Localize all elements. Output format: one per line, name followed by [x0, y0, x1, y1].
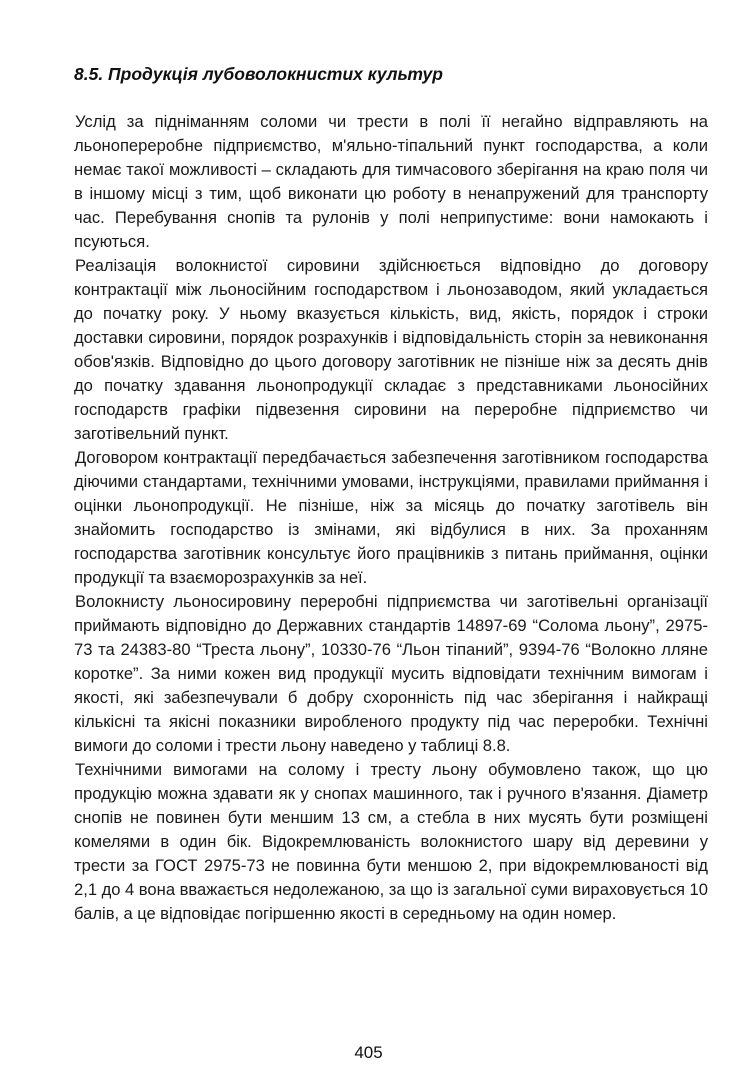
- section-heading: 8.5. Продукція лубоволокнистих культур: [74, 64, 443, 84]
- paragraph-1: Услід за підніманням соломи чи трести в полі її негайно відправляють на льонопереробне підприємство, м'яльно-тіпальний пункт господарства, а коли немає такої можливості – складають для тимчасового зберігання на краю поля чи в іншому місці з тим, щоб виконати цю роботу в ненапружений для транспорту час. Перебування снопів та рулонів у полі неприпустиме: вони намокають і псуються.: [74, 112, 708, 251]
- page-number: 405: [354, 1043, 383, 1062]
- page-body: [74, 62, 708, 926]
- paragraph-4: Волокнисту льоносировину переробні підприємства чи заготівельні організації приймають відповідно до Державних стандартів 14897-69 “Солома льону”, 2975-73 та 24383-80 “Треста льону”, 10330-76 “Льон тіпаний”, 9394-76 “Волокно лляне коротке”. За ними кожен вид продукції мусить відповідати технічним вимогам і якості, які забезпечували б добру схоронність під час зберігання і найкращі кількісні та якісні показники виробленого продукту під час переробки. Технічні вимоги до соломи і трести льону наведено у таблиці 8.8.: [74, 592, 708, 755]
- paragraph-3: Договором контрактації передбачається забезпечення заготівником господарства діючими стандартами, технічними умовами, інструкціями, правилами приймання і оцінки льонопродукції. Не пізніше, ніж за місяць до початку заготівель він знайомить господарство із змінами, які відбулися в них. За проханням господарства заготівник консультує його працівників з питань приймання, оцінки продукції та взаєморозрахунків за неї.: [74, 448, 708, 587]
- paragraph-2: Реалізація волокнистої сировини здійснюється відповідно до договору контрактації між льоносійним господарством і льонозаводом, який укладається до початку року. У ньому вказується кількість, вид, якість, порядок і строки доставки сировини, порядок розрахунків і відповідальність сторін за невиконання обов'язків. Відповідно до цього договору заготівник не пізніше ніж за десять днів до початку здавання льонопродукції складає з представниками льоносійних господарств графіки підвезення сировини на переробне підприємство чи заготівельний пункт.: [74, 256, 708, 443]
- paragraph-5: Технічними вимогами на солому і тресту льону обумовлено також, що цю продукцію можна здавати як у снопах машинного, так і ручного в'язання. Діаметр снопів не повинен бути меншим 13 см, а стебла в них мусять бути розміщені комелями в один бік. Відокремлюваність волокнистого шару від деревини у трести за ГОСТ 2975-73 не повинна бути меншою 2, при відокремлюваності від 2,1 до 4 вона вважається недолежаною, за що із загальної суми вираховується 10 балів, а це відповідає погіршенню якості в середньому на один номер.: [74, 760, 708, 923]
